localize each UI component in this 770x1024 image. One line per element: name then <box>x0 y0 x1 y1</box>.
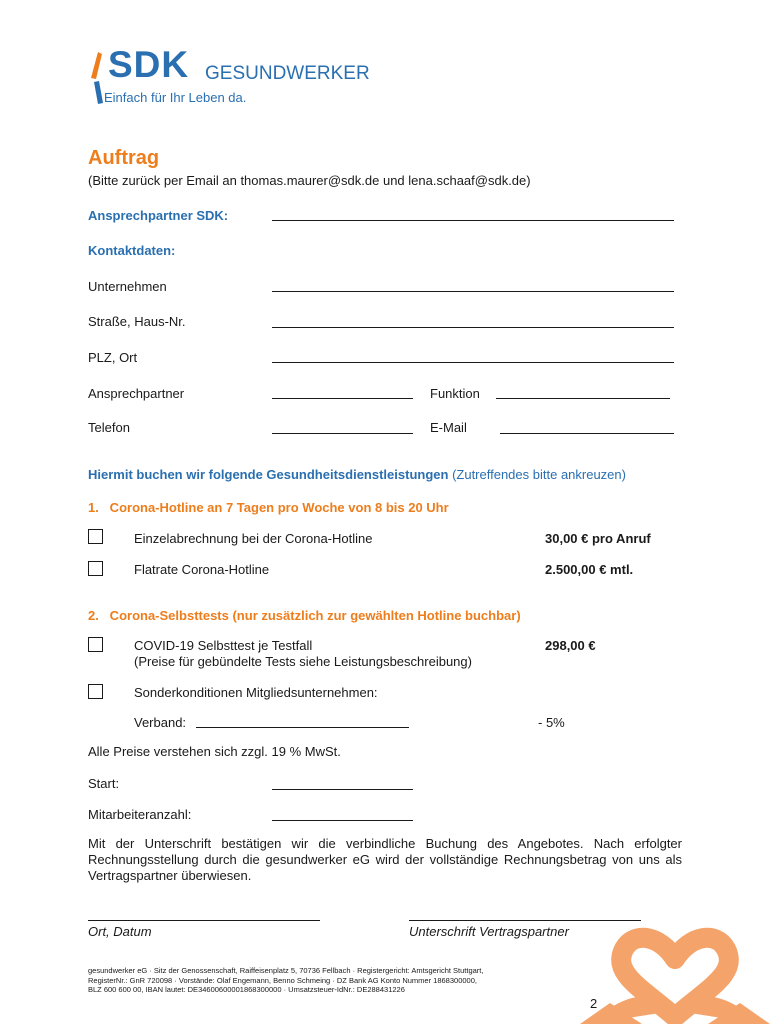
checkbox-hotline-single[interactable] <box>88 529 103 544</box>
place-date-label: Ort, Datum <box>88 924 152 939</box>
start-label: Start: <box>88 776 120 791</box>
phone-field[interactable] <box>272 433 413 434</box>
selftest-price: 298,00 € <box>545 638 596 653</box>
start-field[interactable] <box>272 789 413 790</box>
checkbox-member-discount[interactable] <box>88 684 103 699</box>
booking-heading <box>88 467 626 482</box>
section2-heading: 2. Corona-Selbsttests (nur zusätzlich zur gewählten Hotline buchbar) <box>88 608 521 623</box>
hotline-flatrate-price: 2.500,00 € mtl. <box>545 562 634 577</box>
partner-signature-label: Unterschrift Vertragspartner <box>409 924 569 939</box>
association-field[interactable] <box>196 727 409 728</box>
contact-person-field[interactable] <box>272 398 413 399</box>
checkbox-hotline-flatrate[interactable] <box>88 561 103 576</box>
phone-label: Telefon <box>88 420 130 435</box>
booking-heading-bold: Hiermit buchen wir folgende Gesundheitsdienstleistungen <box>88 467 449 482</box>
contact-data-heading: Kontaktdaten: <box>88 243 176 258</box>
prices-note: Alle Preise verstehen sich zzgl. 19 % MwSt. <box>88 744 341 759</box>
contact-person-label: Ansprechpartner <box>88 386 185 401</box>
selftest-label: COVID-19 Selbsttest je Testfall <box>134 638 313 653</box>
page-title: Auftrag <box>88 147 160 169</box>
company-label: Unternehmen <box>88 279 167 294</box>
function-field[interactable] <box>496 398 670 399</box>
sdk-contact-field[interactable] <box>272 220 674 221</box>
discount-value: - 5% <box>538 715 565 730</box>
selftest-note: (Preise für gebündelte Tests siehe Leistungsbeschreibung) <box>134 654 472 669</box>
member-discount-label: Sonderkonditionen Mitgliedsunternehmen: <box>134 685 378 700</box>
footer <box>88 966 588 995</box>
logo-brand: SDK <box>108 44 190 85</box>
city-field[interactable] <box>272 362 674 363</box>
booking-heading-note: (Zutreffendes bitte ankreuzen) <box>452 467 626 482</box>
employees-label: Mitarbeiteranzahl: <box>88 807 192 822</box>
place-date-field[interactable] <box>88 920 320 921</box>
page-number: 2 <box>590 996 598 1011</box>
page-subtitle: (Bitte zurück per Email an thomas.maurer@sdk.de und lena.schaaf@sdk.de) <box>88 173 531 188</box>
hotline-single-price: 30,00 € pro Anruf <box>545 531 651 546</box>
heart-hands-icon <box>580 925 770 1024</box>
hotline-single-label: Einzelabrechnung bei der Corona-Hotline <box>134 531 373 546</box>
footer-line-3: BLZ 600 600 00, IBAN lautet: DE34600600001868300000 · Umsatzsteuer-IdNr.: DE288431226 <box>88 985 405 994</box>
checkbox-selftest[interactable] <box>88 637 103 652</box>
partner-signature-field[interactable] <box>409 920 641 921</box>
street-field[interactable] <box>272 327 674 328</box>
city-label: PLZ, Ort <box>88 350 138 365</box>
email-field[interactable] <box>500 433 674 434</box>
email-label: E-Mail <box>430 420 467 435</box>
footer-line-2: RegisterNr.: GnR 720098 · Vorstände: Olaf Engemann, Benno Schmeing · DZ Bank AG Konto Nummer 1868300000, <box>88 975 477 985</box>
confirmation-text: Mit der Unterschrift bestätigen wir die verbindliche Buchung des Angebotes. Nach erfolgter Rechnungsstellung durch die gesundwerker eG wird der vollständige Rechnungsbetrag von uns als Vertragspartner überwiesen. <box>88 836 682 883</box>
street-label: Straße, Haus-Nr. <box>88 314 186 329</box>
function-label: Funktion <box>430 386 480 401</box>
logo-tagline: Einfach für Ihr Leben da. <box>104 90 247 105</box>
employees-field[interactable] <box>272 820 413 821</box>
logo <box>88 46 378 108</box>
company-field[interactable] <box>272 291 674 292</box>
footer-line-1: gesundwerker eG · Sitz der Genossenschaft, Raiffeisenplatz 5, 70736 Fellbach · Registergericht: Amtsgericht Stuttgart, <box>88 966 484 975</box>
logo-brand-suffix: GESUNDWERKER <box>205 63 370 84</box>
hotline-flatrate-label: Flatrate Corona-Hotline <box>134 562 270 577</box>
association-label: Verband: <box>134 715 187 730</box>
sdk-contact-label: Ansprechpartner SDK: <box>88 208 229 223</box>
section1-heading: 1. Corona-Hotline an 7 Tagen pro Woche von 8 bis 20 Uhr <box>88 500 449 515</box>
